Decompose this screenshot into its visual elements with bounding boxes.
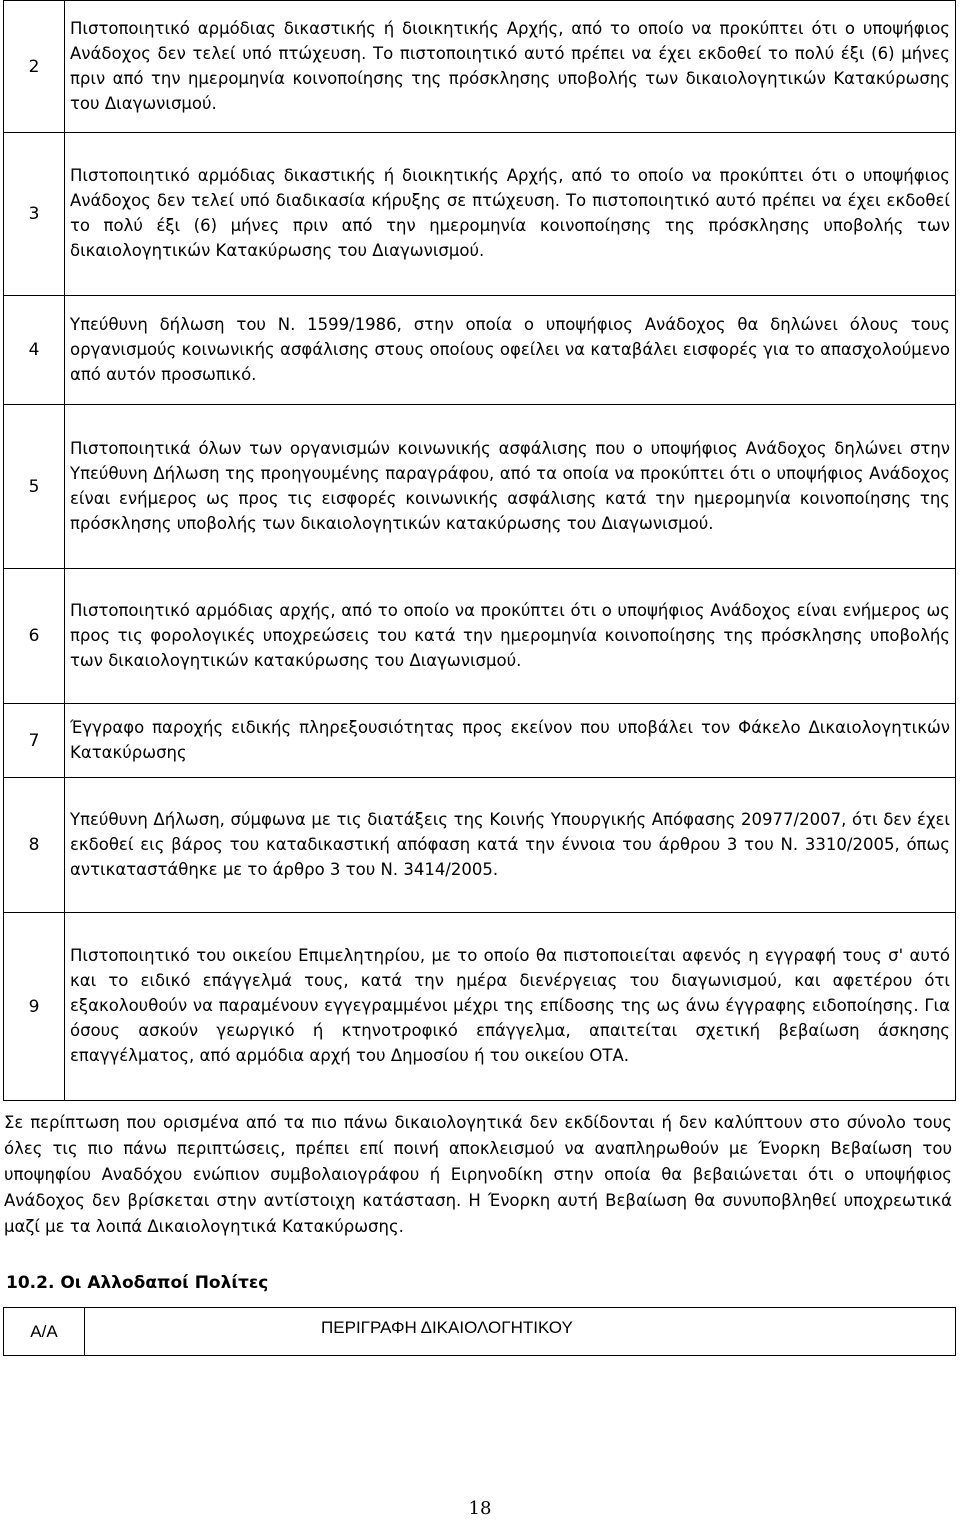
- row-number: 6: [4, 569, 65, 704]
- table-row: [4, 778, 956, 913]
- foreign-citizens-table: [3, 1307, 956, 1356]
- table-row: [4, 133, 956, 296]
- documents-table: [3, 0, 956, 1101]
- page-number: 18: [468, 1498, 492, 1519]
- row-description: Πιστοποιητικά όλων των οργανισμών κοινωνικής ασφάλισης που ο υποψήφιος Ανάδοχος δηλώνει στην Υπεύθυνη Δήλωση της προηγουμένης παραγράφου, από τα οποία να προκύπτει ότι ο υποψήφιος Ανάδοχος είναι ενήμερος ως προς τις εισφορές κοινωνικής ασφάλισης κατά την ημερομηνία κοινοποίησης της πρόσκλησης υποβολής των δικαιολογητικών κατακύρωσης του Διαγωνισμού.: [65, 405, 956, 569]
- row-number: 8: [4, 778, 65, 913]
- row-description: Έγγραφο παροχής ειδικής πληρεξουσιότητας προς εκείνον που υποβάλει τον Φάκελο Δικαιολογητικών Κατακύρωσης: [65, 704, 956, 778]
- row-number: 7: [4, 704, 65, 778]
- section-heading: 10.2. Οι Αλλοδαποί Πολίτες: [6, 1273, 269, 1293]
- row-description: Πιστοποιητικό αρμόδιας δικαστικής ή διοικητικής Αρχής, από το οποίο να προκύπτει ότι ο υποψήφιος Ανάδοχος δεν τελεί υπό πτώχευση. Το πιστοποιητικό αυτό πρέπει να έχει εκδοθεί το πολύ έξι (6) μήνες πριν από την ημερομηνία κοινοποίησης της πρόσκλησης υποβολής των δικαιολογητικών Κατακύρωσης του Διαγωνισμού.: [65, 1, 956, 133]
- row-number: 9: [4, 913, 65, 1101]
- table-row: [4, 569, 956, 704]
- table-row: [4, 296, 956, 405]
- row-number: 3: [4, 133, 65, 296]
- row-description: Πιστοποιητικό του οικείου Επιμελητηρίου, με το οποίο θα πιστοποιείται αφενός η εγγραφή τους σ' αυτό και το ειδικό επάγγελμά τους, κατά την ημέρα διενέργειας του διαγωνισμού, και αφετέρου ότι εξακολουθούν να παραμένουν εγγεγραμμένοι μέχρι της επίδοσης της ως άνω έγγραφης ειδοποίησης. Για όσους ασκούν γεωργικό ή κτηνοτροφικό επάγγελμα, απαιτείται σχετική βεβαίωση άσκησης επαγγέλματος, από αρμόδια αρχή του Δημοσίου ή του οικείου ΟΤΑ.: [65, 913, 956, 1101]
- table-row: [4, 1, 956, 133]
- table-header-row: [4, 1308, 956, 1356]
- table-row: [4, 405, 956, 569]
- table-row: [4, 913, 956, 1101]
- row-description: Υπεύθυνη Δήλωση, σύμφωνα με τις διατάξεις της Κοινής Υπουργικής Απόφασης 20977/2007, ότι δεν έχει εκδοθεί εις βάρος του καταδικαστική απόφαση κατά την έννοια του άρθρου 3 του Ν. 3310/2005, όπως αντικαταστάθηκε με το άρθρο 3 του Ν. 3414/2005.: [65, 778, 956, 913]
- table-row: [4, 704, 956, 778]
- row-number: 2: [4, 1, 65, 133]
- row-description: Υπεύθυνη δήλωση του Ν. 1599/1986, στην οποία ο υποψήφιος Ανάδοχος θα δηλώνει όλους τους οργανισμούς κοινωνικής ασφάλισης στους οποίους οφείλει να καταβάλει εισφορές για το απασχολούμενο από αυτόν προσωπικό.: [65, 296, 956, 405]
- note-paragraph: Σε περίπτωση που ορισμένα από τα πιο πάνω δικαιολογητικά δεν εκδίδονται ή δεν καλύπτουν στο σύνολο τους όλες τις πιο πάνω περιπτώσεις, πρέπει επί ποινή αποκλεισμού να αναπληρωθούν με Ένορκη Βεβαίωση του υποψηφίου Αναδόχου ενώπιον συμβολαιογράφου ή Ειρηνοδίκη στην οποία θα βεβαιώνεται ότι ο υποψήφιος Ανάδοχος δεν βρίσκεται στην αντίστοιχη κατάσταση. Η Ένορκη αυτή Βεβαίωση θα συνυποβληθεί υποχρεωτικά μαζί με τα λοιπά Δικαιολογητικά Κατακύρωσης.: [4, 1113, 952, 1236]
- column-header-aa: Α/Α: [4, 1308, 85, 1356]
- column-header-description: ΠΕΡΙΓΡΑΦΗ ΔΙΚΑΙΟΛΟΓΗΤΙΚΟΥ: [85, 1308, 956, 1356]
- row-number: 5: [4, 405, 65, 569]
- row-description: Πιστοποιητικό αρμόδιας αρχής, από το οποίο να προκύπτει ότι ο υποψήφιος Ανάδοχος είναι ενήμερος ως προς τις φορολογικές υποχρεώσεις του κατά την ημερομηνία κοινοποίησης της πρόσκλησης υποβολής των δικαιολογητικών κατακύρωσης του Διαγωνισμού.: [65, 569, 956, 704]
- row-number: 4: [4, 296, 65, 405]
- row-description: Πιστοποιητικό αρμόδιας δικαστικής ή διοικητικής Αρχής, από το οποίο να προκύπτει ότι ο υποψήφιος Ανάδοχος δεν τελεί υπό διαδικασία κήρυξης σε πτώχευση. Το πιστοποιητικό αυτό πρέπει να έχει εκδοθεί το πολύ έξι (6) μήνες πριν από την ημερομηνία κοινοποίησης της πρόσκλησης υποβολής των δικαιολογητικών Κατακύρωσης του Διαγωνισμού.: [65, 133, 956, 296]
